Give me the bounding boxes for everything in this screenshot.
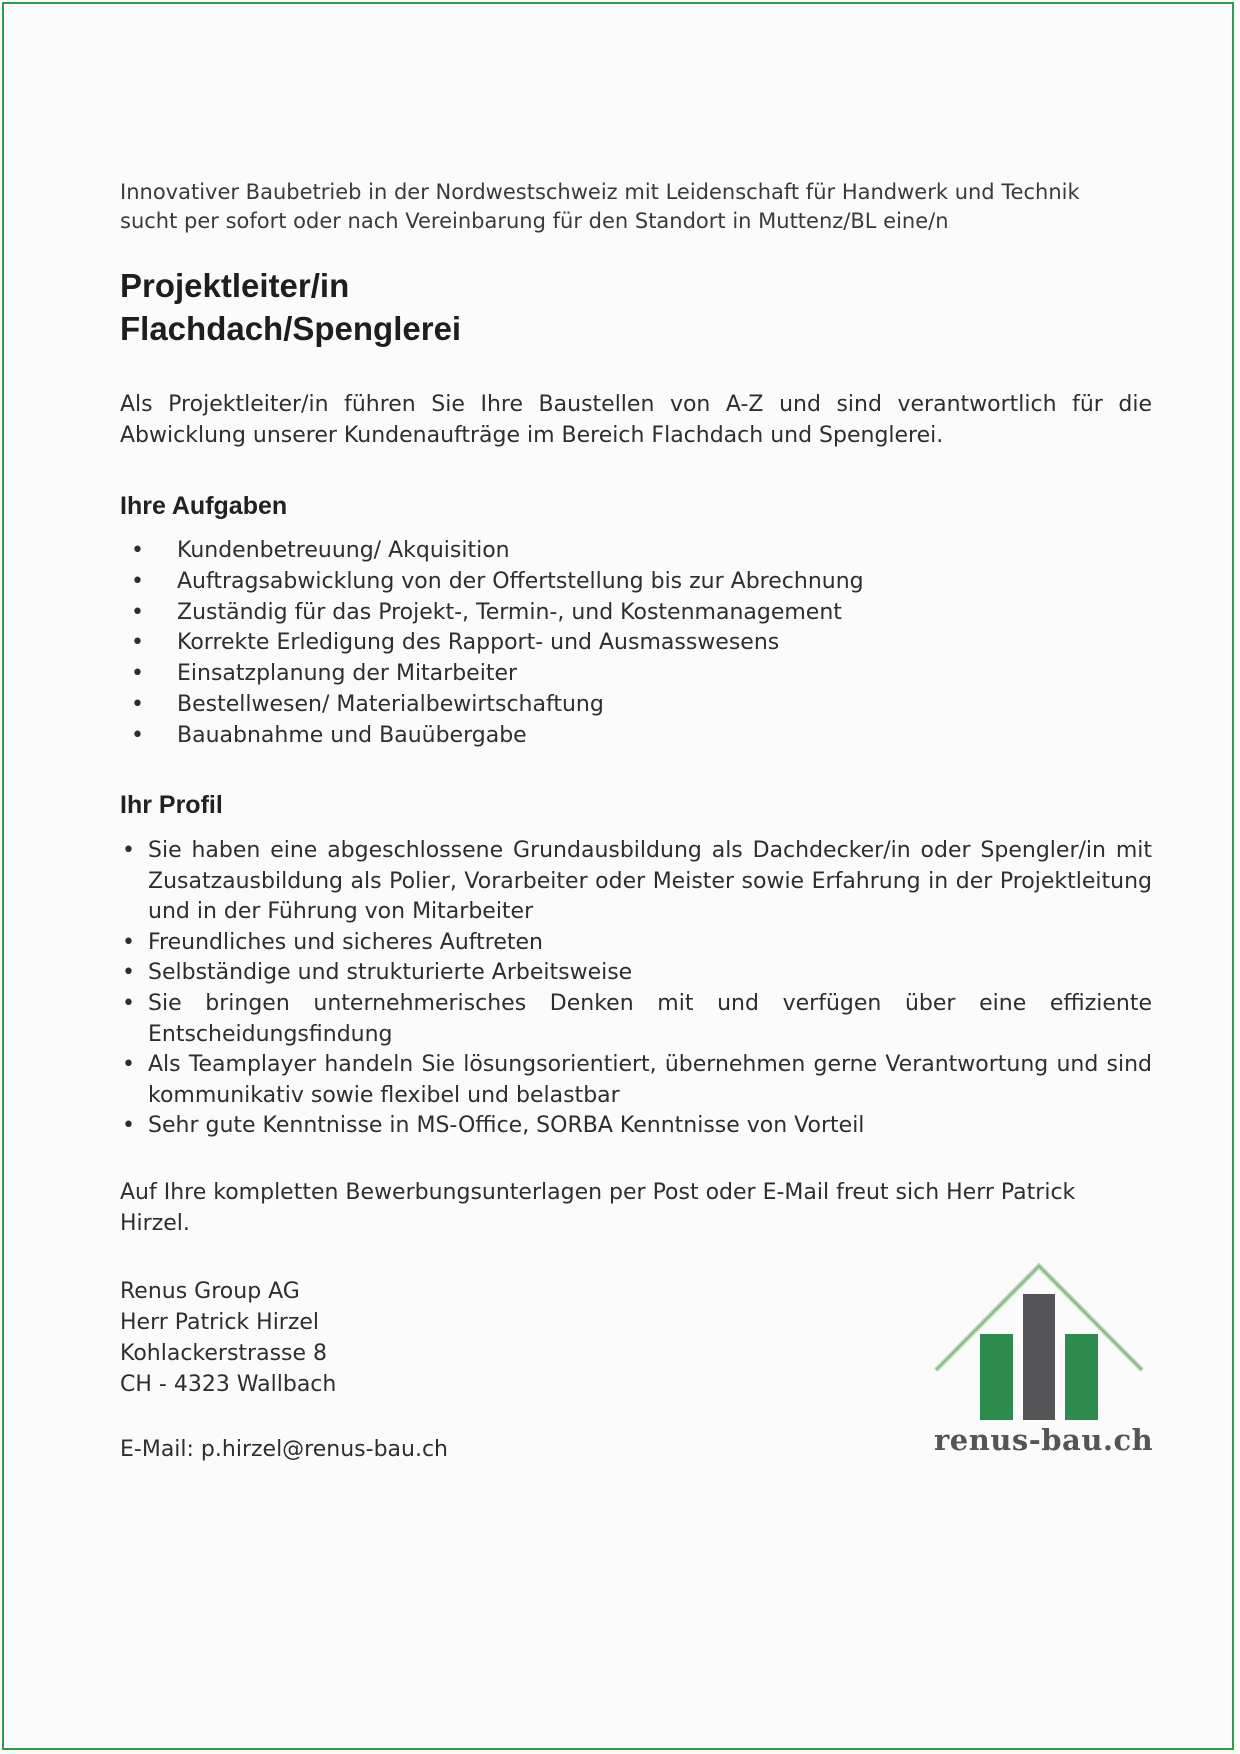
job-title <box>120 264 1120 350</box>
city-address: CH - 4323 Wallbach <box>120 1372 337 1397</box>
bullet-icon: • <box>122 1113 135 1139</box>
intro-line-2: sucht per sofort oder nach Vereinbarung für den Standort in Muttenz/BL eine/n <box>120 209 949 233</box>
list-item: • Sehr gute Kenntnisse in MS-Office, SORBA Kenntnisse von Vorteil <box>120 1111 1152 1142</box>
list-item: • Auftragsabwicklung von der Offertstellung bis zur Abrechnung <box>120 567 1120 598</box>
list-item: • Sie haben eine abgeschlossene Grundausbildung als Dachdecker/in oder Spengler/in mit Zusatzausbildung als Polier, Vorarbeiter oder Meister sowie Erfahrung in der Projektleitung und in der Führung von Mitarbeiter <box>122 838 1152 925</box>
intro-text <box>120 178 1160 236</box>
logo-wordmark: renus-bau.ch <box>934 1423 1154 1457</box>
email-contact: E-Mail: p.hirzel@renus-bau.ch <box>120 1437 448 1462</box>
bullet-icon: • <box>131 599 144 625</box>
bullet-icon: • <box>122 929 135 955</box>
bullet-icon: • <box>131 568 144 594</box>
closing-paragraph <box>120 1177 1152 1239</box>
job-title-line-1: Projektleiter/in <box>120 267 350 304</box>
bullet-icon: • <box>131 630 144 656</box>
list-item: • Einsatzplanung der Mitarbeiter <box>120 659 1120 690</box>
list-item: • Sie bringen unternehmerisches Denken mit und verfügen über eine effiziente Entscheidungsfindung <box>122 990 1152 1047</box>
address-block <box>120 1276 720 1400</box>
list-item: • Freundliches und sicheres Auftreten <box>120 928 1152 959</box>
list-item: • Korrekte Erledigung des Rapport- und Ausmasswesens <box>120 628 1120 659</box>
list-item: • Bestellwesen/ Materialbewirtschaftung <box>120 690 1120 721</box>
bullet-icon: • <box>131 722 144 748</box>
list-item: • Zuständig für das Projekt-, Termin-, und Kostenmanagement <box>120 598 1120 629</box>
intro-line-1: Innovativer Baubetrieb in der Nordwestschweiz mit Leidenschaft für Handwerk und Technik <box>120 180 1080 204</box>
lead-paragraph <box>120 389 1152 451</box>
bullet-icon: • <box>122 960 135 986</box>
list-item: • Bauabnahme und Bauübergabe <box>120 721 1120 752</box>
center-bar <box>1023 1294 1055 1420</box>
company-name: Renus Group AG <box>120 1279 300 1304</box>
street-address: Kohlackerstrasse 8 <box>120 1341 328 1366</box>
list-item: • Selbständige und strukturierte Arbeitsweise <box>120 958 1152 989</box>
tasks-list <box>120 536 1120 752</box>
tasks-heading: Ihre Aufgaben <box>120 492 288 520</box>
closing-text: Auf Ihre kompletten Bewerbungsunterlagen per Post oder E-Mail freut sich Herr Patrick Hirzel. <box>120 1180 1076 1236</box>
list-item: • Kundenbetreuung/ Akquisition <box>120 536 1120 567</box>
left-bar <box>980 1334 1013 1420</box>
bullet-icon: • <box>122 838 135 863</box>
bullet-icon: • <box>131 691 144 717</box>
bullet-icon: • <box>122 1052 135 1078</box>
profile-list <box>120 836 1152 1142</box>
bullet-icon: • <box>131 538 144 563</box>
bullet-icon: • <box>122 990 135 1016</box>
bullet-icon: • <box>131 661 144 687</box>
lead-text: Als Projektleiter/in führen Sie Ihre Baustellen von A-Z und sind verantwortlich für die Abwicklung unserer Kundenaufträge im Bereich Flachdach und Spenglerei. <box>120 392 1152 448</box>
house-logo-icon <box>934 1260 1144 1420</box>
job-title-line-2: Flachdach/Spenglerei <box>120 310 462 347</box>
right-bar <box>1065 1334 1098 1420</box>
profile-heading: Ihr Profil <box>120 791 223 819</box>
company-logo <box>934 1260 1154 1470</box>
list-item: • Als Teamplayer handeln Sie lösungsorientiert, übernehmen gerne Verantwortung und sind kommunikativ sowie flexibel und belastbar <box>122 1052 1152 1108</box>
contact-name: Herr Patrick Hirzel <box>120 1310 320 1335</box>
